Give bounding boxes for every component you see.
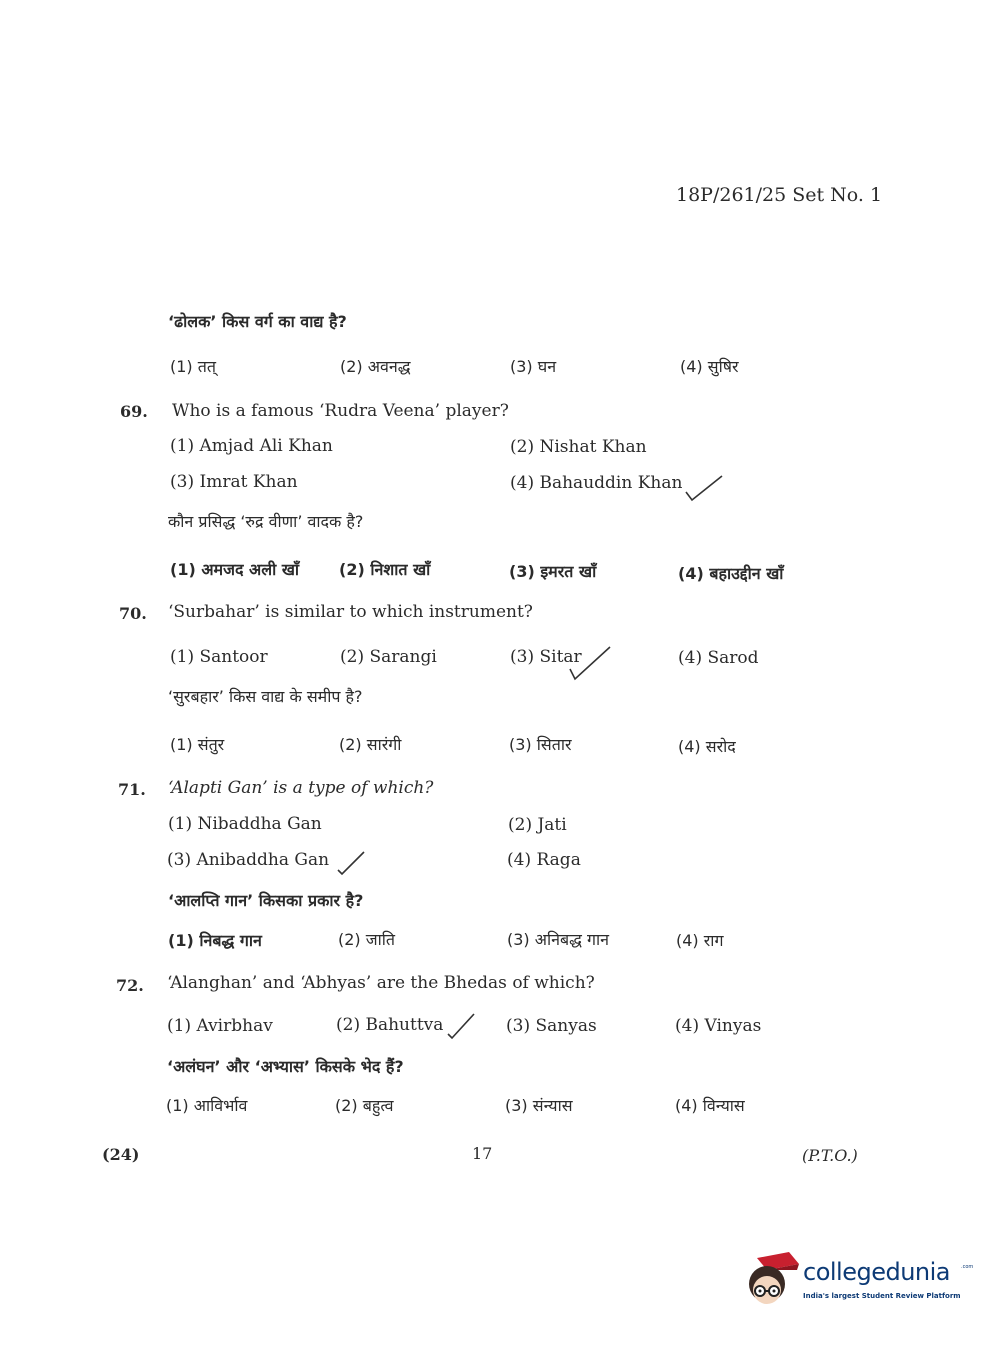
- q70-question: ‘Surbahar’ is similar to which instrument?: [168, 602, 533, 622]
- q71-option-2: (2) Jati: [508, 815, 567, 835]
- q70-option-4: (4) Sarod: [678, 648, 759, 668]
- q72-hindi-question: ‘अलंघन’ और ‘अभ्यास’ किसके भेद हैं?: [167, 1057, 404, 1076]
- q68-option-4: (4) सुषिर: [680, 357, 739, 376]
- q68-option-3: (3) घन: [510, 357, 557, 376]
- mascot-icon: [743, 1250, 801, 1312]
- q71-question: ‘Alapti Gan’ is a type of which?: [168, 778, 434, 798]
- q72-option-3: (3) Sanyas: [506, 1016, 597, 1036]
- footer-code: (24): [102, 1145, 140, 1164]
- set-number: 18P/261/25 Set No. 1: [676, 184, 883, 206]
- q68-option-2: (2) अवनद्ध: [340, 357, 411, 376]
- q69-hindi-option-1: (1) अमजद अली खाँ: [170, 560, 300, 579]
- q71-option-1: (1) Nibaddha Gan: [168, 814, 322, 834]
- q69-option-3: (3) Imrat Khan: [170, 472, 298, 492]
- q72-hindi-option-3: (3) संन्यास: [505, 1096, 573, 1115]
- q72-option-1: (1) Avirbhav: [167, 1016, 273, 1036]
- q71-hindi-option-1: (1) निबद्ध गान: [168, 931, 262, 950]
- checkmark-icon: [684, 474, 714, 498]
- q69-hindi-option-4: (4) बहाउद्दीन खाँ: [678, 564, 784, 583]
- pto-label: (P.T.O.): [802, 1146, 858, 1165]
- page-number: 17: [472, 1144, 493, 1163]
- q69-option-2: (2) Nishat Khan: [510, 437, 647, 457]
- q70-option-2: (2) Sarangi: [340, 647, 437, 667]
- q71-number: 71.: [118, 780, 146, 799]
- q72-hindi-option-1: (1) आविर्भाव: [166, 1096, 248, 1115]
- brand-suffix: .com: [961, 1264, 974, 1270]
- q69-option-1: (1) Amjad Ali Khan: [170, 436, 333, 456]
- q71-hindi-option-3: (3) अनिबद्ध गान: [507, 930, 610, 949]
- q72-option-4: (4) Vinyas: [675, 1016, 762, 1036]
- q70-option-1: (1) Santoor: [170, 647, 268, 667]
- q69-number: 69.: [120, 402, 148, 421]
- q72-question: ‘Alanghan’ and ‘Abhyas’ are the Bhedas of which?: [167, 973, 595, 993]
- q70-hindi-option-2: (2) सारंगी: [339, 735, 402, 754]
- brand-name: collegedunia: [803, 1258, 951, 1286]
- checkmark-icon: [568, 645, 598, 669]
- checkmark-icon: [446, 1012, 476, 1036]
- brand-tagline: India's largest Student Review Platform: [803, 1292, 961, 1300]
- q70-hindi-option-1: (1) संतुर: [170, 735, 225, 754]
- q71-option-4: (4) Raga: [507, 850, 581, 870]
- q71-hindi-option-2: (2) जाति: [338, 930, 396, 949]
- q70-hindi-option-3: (3) सितार: [509, 735, 572, 754]
- q69-hindi-option-2: (2) निशात खाँ: [339, 560, 431, 579]
- q70-hindi-option-4: (4) सरोद: [678, 737, 736, 756]
- q72-number: 72.: [116, 976, 144, 995]
- q68-option-1: (1) तत्: [170, 357, 216, 376]
- q68-hindi-question: ‘ढोलक’ किस वर्ग का वाद्य है?: [168, 312, 347, 331]
- q72-option-2: (2) Bahuttva: [336, 1015, 444, 1035]
- collegedunia-logo: [743, 1250, 973, 1312]
- q69-hindi-option-3: (3) इमरत खाँ: [509, 562, 597, 581]
- q71-hindi-question: ‘आलप्ति गान’ किसका प्रकार है?: [168, 891, 364, 910]
- q71-hindi-option-4: (4) राग: [676, 931, 724, 950]
- q69-question: Who is a famous ‘Rudra Veena’ player?: [172, 401, 509, 421]
- checkmark-icon: [336, 850, 366, 874]
- q72-hindi-option-4: (4) विन्यास: [675, 1096, 745, 1115]
- q72-hindi-option-2: (2) बहुत्व: [335, 1096, 394, 1115]
- q69-hindi-question: कौन प्रसिद्ध ‘रुद्र वीणा’ वादक है?: [168, 512, 364, 531]
- q70-number: 70.: [119, 604, 147, 623]
- q70-hindi-question: ‘सुरबहार’ किस वाद्य के समीप है?: [168, 687, 363, 706]
- q70-option-3: (3) Sitar: [510, 647, 582, 667]
- q69-option-4: (4) Bahauddin Khan: [510, 473, 683, 493]
- q71-option-3: (3) Anibaddha Gan: [167, 850, 330, 870]
